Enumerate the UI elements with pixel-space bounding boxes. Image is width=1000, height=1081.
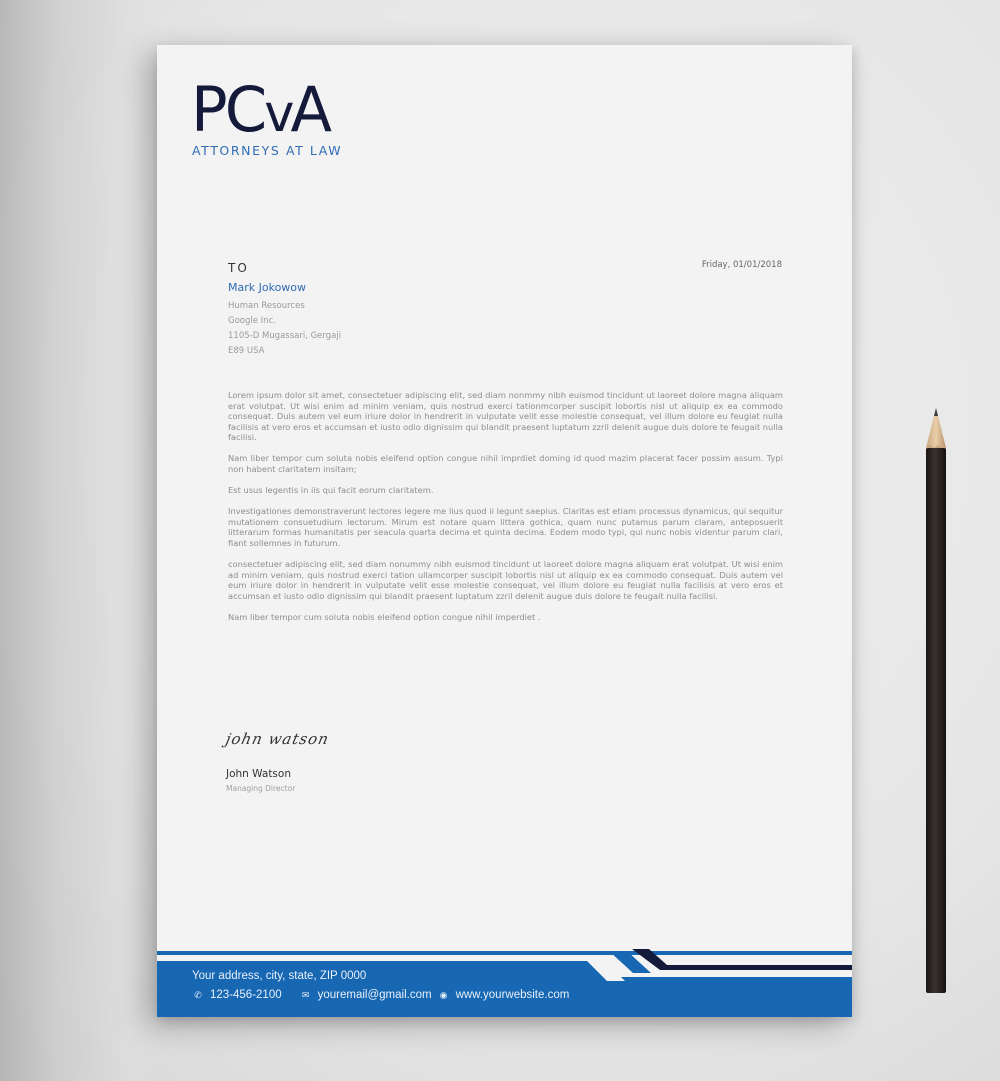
handwritten-signature: john watson xyxy=(224,730,331,748)
footer-contacts xyxy=(192,989,569,1001)
recipient-address-line: Human Resources xyxy=(228,301,305,311)
recipient-address-line: Google Inc. xyxy=(228,316,276,326)
to-label: TO xyxy=(228,261,249,275)
company-logo xyxy=(191,73,343,158)
phone-icon: ✆ xyxy=(194,989,202,1000)
logo-tagline: ATTORNEYS AT LAW xyxy=(192,143,343,158)
body-paragraph: Nam liber tempor cum soluta nobis eleifend option congue nihil imperdiet . xyxy=(228,612,541,622)
body-paragraph: Est usus legentis in iis qui facit eorum claritatem. xyxy=(228,485,434,496)
body-paragraph: consectetuer adipiscing elit, sed diam nonummy nibh euismod tincidunt ut laoreet dolore magna aliquam erat volutpat. Ut wisi enim ad minim veniam, quis nostrud exerci tation ullamcorper suscipit lobortis nisl ut aliquip ex ea commodo consequat. Duis autem vel eum iriure dolor in hendrerit in vulputate velit esse molestie consequat, vel illum dolore eu feugiat nulla facilisis at vero eros et accumsan et iusto odio dignissim qui blandit praesent luptatum zzril delenit augue duis dolore te feugait nulla facilisi. xyxy=(228,559,783,601)
logo-letter-v: v xyxy=(264,84,291,144)
footer-email: youremail@gmail.com xyxy=(317,989,432,1001)
letter-body xyxy=(228,390,783,633)
recipient-address-line: 1105-D Mugassari, Gergaji xyxy=(228,331,342,341)
body-paragraph: Investigationes demonstraverunt lectores legere me lius quod ii legunt saepius. Claritas est etiam processus dynamicus, qui sequitur mutationem consuetudium lectorum. Mirum est notare quam littera gothica, quam nunc putamus parum claram, anteposuerit litterarum formas humanitatis per seacula quarta decima et quinta decima. Eodem modo typi, qui nunc nobis videntur parum clari, fiant sollemnes in futurum. xyxy=(228,506,783,549)
footer-website: www.yourwebsite.com xyxy=(455,989,570,1001)
envelope-icon: ✉ xyxy=(301,989,310,1000)
recipient-address-line: E89 USA xyxy=(228,346,265,356)
background-shadow xyxy=(0,0,160,1081)
signer-title: Managing Director xyxy=(226,784,296,793)
letter-date: Friday, 01/01/2018 xyxy=(701,260,782,270)
letterhead-page xyxy=(157,45,852,1017)
signer-name: John Watson xyxy=(226,768,291,780)
pencil xyxy=(924,408,948,996)
logo-mark xyxy=(191,73,339,146)
footer-address: Your address, city, state, ZIP 0000 xyxy=(192,970,367,982)
logo-letters-pc: PC xyxy=(191,73,265,146)
footer-phone: 123-456-2100 xyxy=(210,989,282,1001)
recipient-name: Mark Jokowow xyxy=(228,281,307,294)
body-paragraph: Lorem ipsum dolor sit amet, consectetuer adipiscing elit, sed diam nonmmy nibh euismod tincidunt ut laoreet dolore magna aliquam erat volutpat. Ut wisi enim ad minim veniam, quis nostrud exerci tationmcorper suscipit lobortis nisl ut aliquip ex ea commodo consequat. Duis autem vel eum iriure dolor in hendrerit in vulputate velit esse molestie consequat, vel illum dolore eu feugiat nulla facilisis at vero eros et accumsan et iusto odio dignissim qui blandit praesent luptatum zzril delenit augue duis dolore te feugait nulla facilisi. xyxy=(228,390,783,443)
body-paragraph: Nam liber tempor cum soluta nobis eleifend option congue nihil imprdiet doming id quod mazim placerat facer possim assum. Typi non habent claritatem insitam; xyxy=(228,453,783,475)
logo-letter-a: A xyxy=(290,73,330,146)
globe-icon: ◉ xyxy=(439,989,448,1000)
